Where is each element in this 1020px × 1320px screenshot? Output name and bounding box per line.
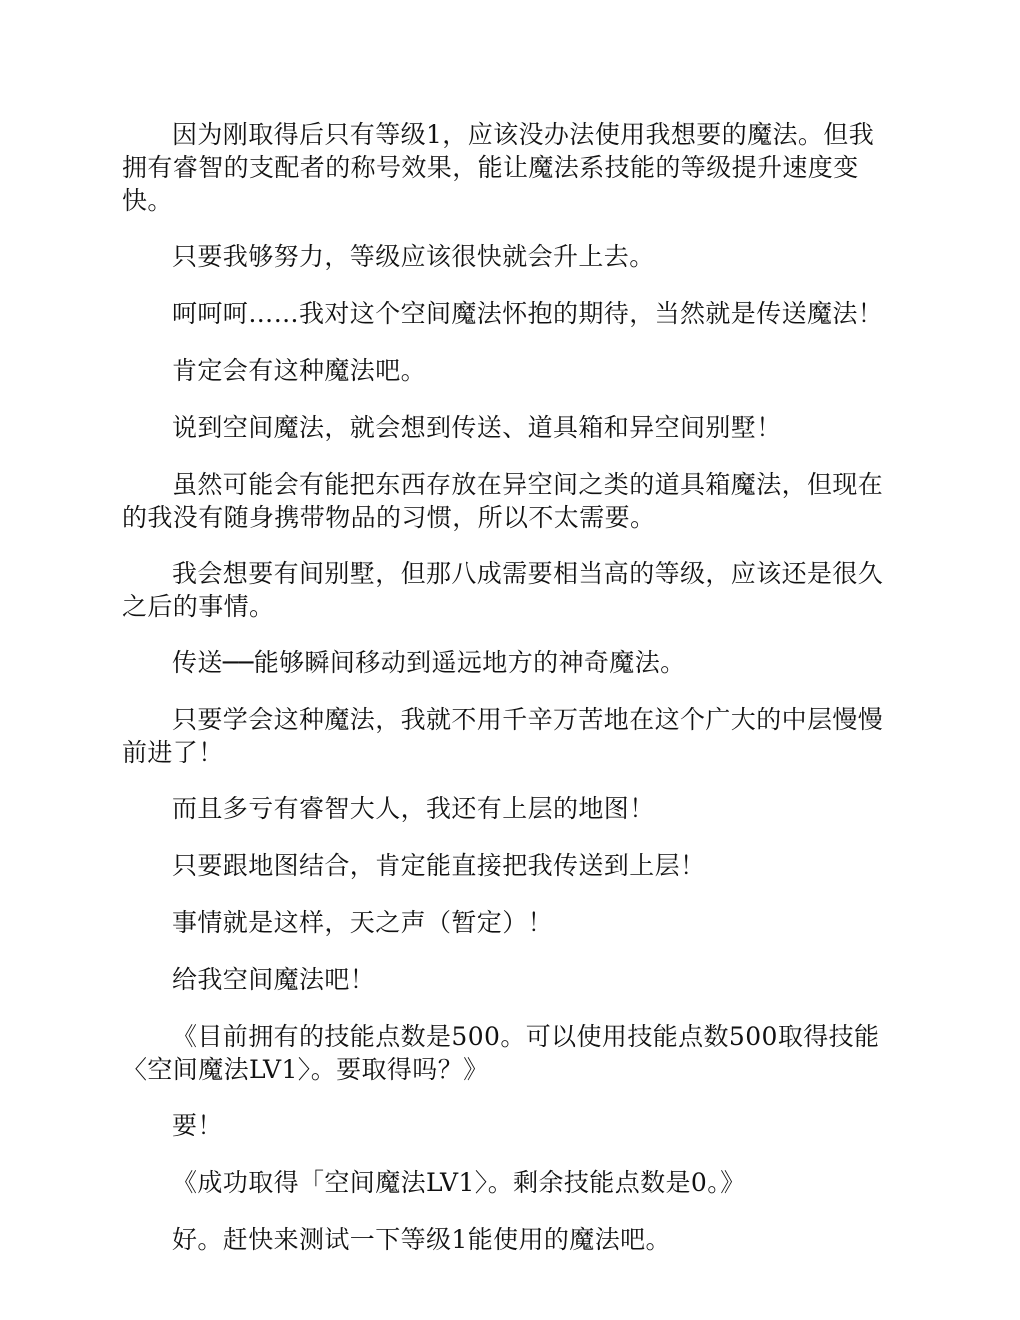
paragraph-5: 说到空间魔法，就会想到传送、道具箱和异空间别墅！ — [172, 413, 782, 442]
paragraph-17: 好。赶快来测试一下等级1能使用的魔法吧。 — [172, 1225, 671, 1254]
paragraph-2: 只要我够努力，等级应该很快就会升上去。 — [172, 242, 655, 271]
paragraph-11: 只要跟地图结合，肯定能直接把我传送到上层！ — [172, 851, 706, 880]
paragraph-3: 呵呵呵……我对这个空间魔法怀抱的期待，当然就是传送魔法！ — [172, 299, 884, 328]
document-body — [122, 118, 898, 1280]
paragraph-12: 事情就是这样，天之声（暂定）！ — [172, 908, 554, 937]
paragraph-9: 只要学会这种魔法，我就不用千辛万苦地在这个广大的中层慢慢前进了！ — [122, 705, 884, 767]
paragraph-10: 而且多亏有睿智大人，我还有上层的地图！ — [172, 794, 655, 823]
paragraph-4: 肯定会有这种魔法吧。 — [172, 356, 427, 385]
paragraph-15: 要！ — [172, 1111, 223, 1140]
paragraph-16: 《成功取得「空间魔法LV1〉。剩余技能点数是0。》 — [172, 1168, 746, 1197]
paragraph-8: 传送──能够瞬间移动到遥远地方的神奇魔法。 — [172, 648, 686, 677]
paragraph-6: 虽然可能会有能把东西存放在异空间之类的道具箱魔法，但现在的我没有随身携带物品的习惯，所以不太需要。 — [122, 470, 884, 532]
paragraph-14: 《目前拥有的技能点数是500。可以使用技能点数500取得技能〈空间魔法LV1〉。要取得吗？》 — [122, 1022, 880, 1084]
paragraph-13: 给我空间魔法吧！ — [172, 965, 376, 994]
paragraph-7: 我会想要有间别墅，但那八成需要相当高的等级，应该还是很久之后的事情。 — [122, 559, 884, 621]
paragraph-1: 因为刚取得后只有等级1，应该没办法使用我想要的魔法。但我拥有睿智的支配者的称号效果，能让魔法系技能的等级提升速度变快。 — [122, 120, 875, 215]
